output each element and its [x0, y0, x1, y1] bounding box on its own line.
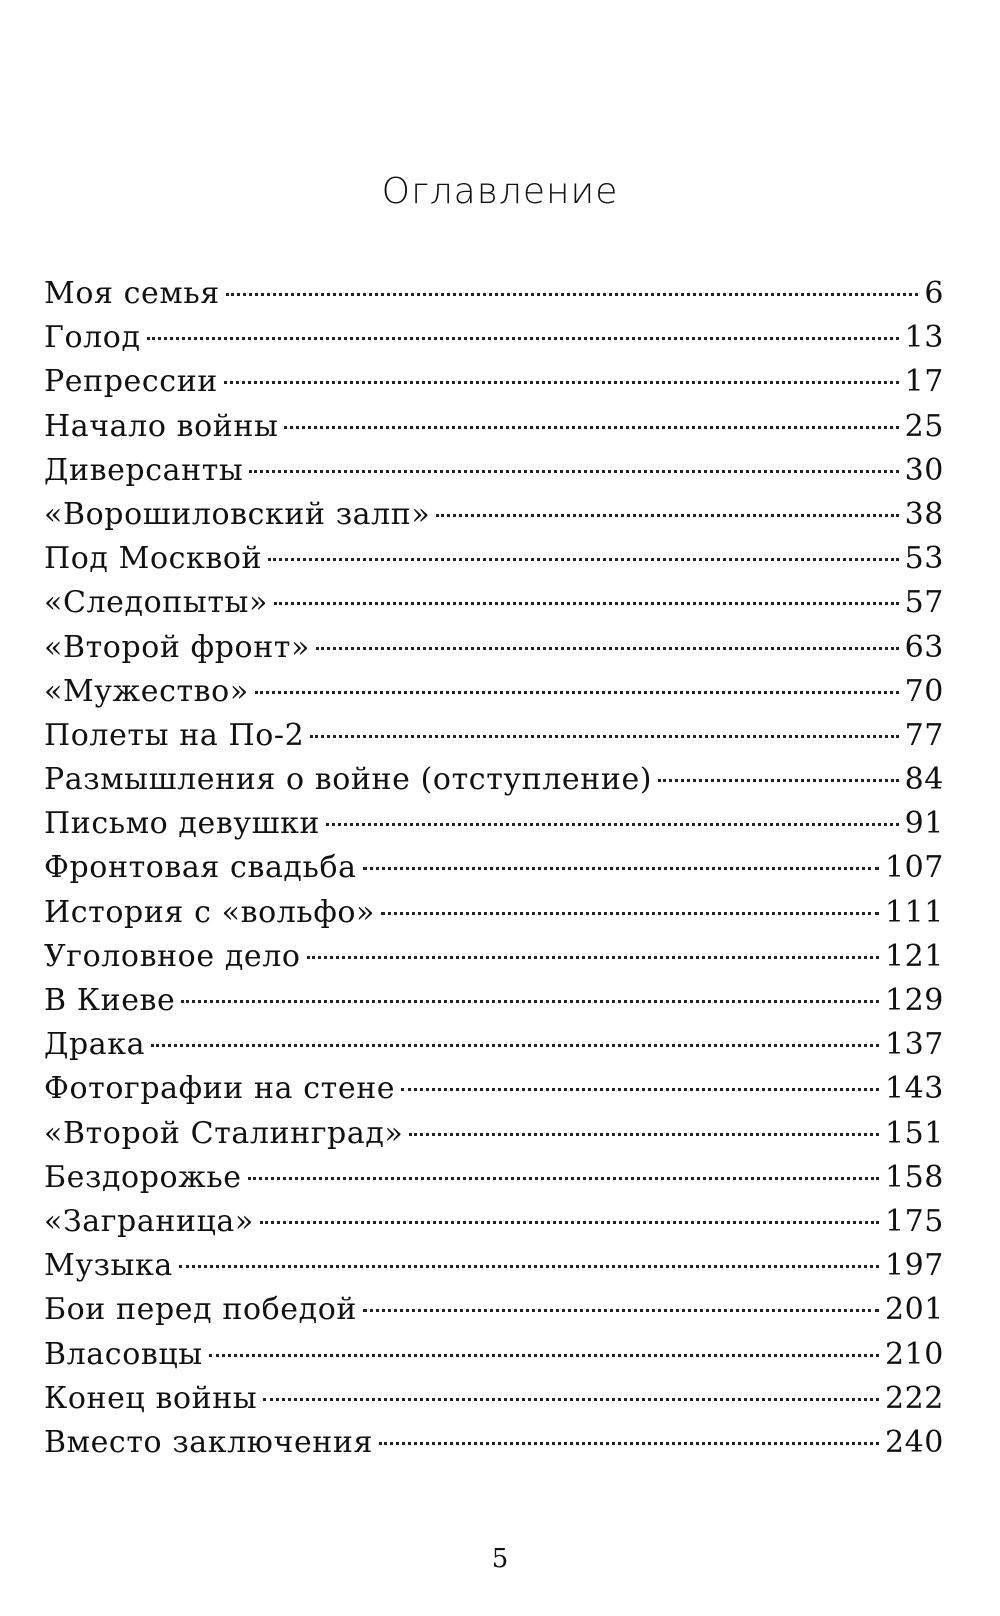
toc-entry-page: 158 — [884, 1159, 944, 1195]
toc-entry-title: Под Москвой — [44, 541, 263, 577]
toc-entry-title: «Мужество» — [44, 673, 249, 709]
toc-dot-leader — [268, 558, 899, 561]
toc-dot-leader — [147, 337, 899, 340]
toc-entry[interactable] — [44, 360, 944, 404]
toc-entry[interactable] — [44, 1244, 944, 1288]
toc-dot-leader — [284, 426, 898, 429]
toc-dot-leader — [249, 470, 898, 473]
toc-dot-leader — [209, 1354, 879, 1357]
toc-entry-page: 137 — [884, 1027, 944, 1063]
toc-entry-title: Фронтовая свадьба — [44, 850, 357, 886]
toc-entry[interactable] — [44, 802, 944, 846]
toc-entry-page: 38 — [904, 496, 944, 532]
toc-entry-page: 121 — [884, 938, 944, 974]
toc-entry-page: 197 — [884, 1248, 944, 1284]
toc-dot-leader — [274, 602, 899, 605]
toc-entry-title: История с «вольфо» — [44, 894, 376, 930]
toc-entry-title: Бездорожье — [44, 1159, 242, 1195]
toc-dot-leader — [260, 1221, 879, 1224]
toc-entry-title: Драка — [44, 1027, 146, 1063]
toc-entry-page: 13 — [904, 320, 944, 356]
toc-entry[interactable] — [44, 316, 944, 360]
toc-entry[interactable] — [44, 1200, 944, 1244]
toc-entry-page: 63 — [904, 629, 944, 665]
toc-entry-page: 30 — [904, 452, 944, 488]
toc-entry-title: Репрессии — [44, 364, 218, 400]
toc-entry[interactable] — [44, 1023, 944, 1067]
toc-entry-page: 210 — [884, 1336, 944, 1372]
toc-entry-title: Диверсанты — [44, 452, 244, 488]
toc-entry-page: 107 — [884, 850, 944, 886]
toc-entry-page: 240 — [884, 1424, 944, 1460]
toc-entry-title: Бои перед победой — [44, 1292, 357, 1328]
toc-entry-page: 77 — [904, 717, 944, 753]
toc-entry-page: 6 — [924, 276, 944, 311]
toc-entry-title: «Второй фронт» — [44, 629, 310, 665]
toc-entry[interactable] — [44, 272, 944, 316]
toc-entry-page: 53 — [904, 541, 944, 577]
toc-dot-leader — [307, 956, 879, 959]
toc-entry[interactable] — [44, 1112, 944, 1156]
toc-entry-title: Конец войны — [44, 1380, 258, 1416]
toc-entry[interactable] — [44, 1156, 944, 1200]
toc-entry-title: Полеты на По-2 — [44, 717, 305, 753]
toc-entry[interactable] — [44, 758, 944, 802]
toc-entry-page: 175 — [884, 1203, 944, 1239]
toc-entry-title: Размышления о войне (отступление) — [44, 762, 653, 798]
toc-entry-title: Власовцы — [44, 1336, 203, 1372]
toc-entry-page: 17 — [904, 364, 944, 400]
table-of-contents — [44, 272, 944, 1465]
toc-entry[interactable] — [44, 846, 944, 890]
toc-dot-leader — [658, 779, 899, 782]
toc-entry[interactable] — [44, 891, 944, 935]
toc-entry-title: Письмо девушки — [44, 806, 321, 842]
toc-dot-leader — [436, 514, 898, 517]
toc-entry[interactable] — [44, 1377, 944, 1421]
toc-entry-page: 91 — [904, 806, 944, 842]
toc-entry-title: «Следопыты» — [44, 585, 268, 621]
toc-dot-leader — [151, 1044, 879, 1047]
toc-entry-title: Голод — [44, 320, 141, 356]
toc-entry[interactable] — [44, 449, 944, 493]
toc-dot-leader — [263, 1398, 879, 1401]
toc-entry-title: Моя семья — [44, 276, 220, 311]
toc-entry[interactable] — [44, 714, 944, 758]
toc-entry[interactable] — [44, 935, 944, 979]
toc-entry-title: «Ворошиловский залп» — [44, 496, 431, 532]
toc-entry-page: 151 — [884, 1115, 944, 1151]
toc-dot-leader — [409, 1133, 879, 1136]
toc-entry[interactable] — [44, 537, 944, 581]
toc-entry-page: 70 — [904, 673, 944, 709]
toc-dot-leader — [255, 691, 899, 694]
toc-entry-title: «Заграница» — [44, 1203, 254, 1239]
toc-dot-leader — [226, 293, 919, 296]
toc-entry[interactable] — [44, 405, 944, 449]
toc-entry-title: Вместо заключения — [44, 1424, 374, 1460]
toc-dot-leader — [401, 1088, 879, 1091]
toc-entry-title: Музыка — [44, 1248, 173, 1284]
toc-entry-page: 111 — [884, 894, 944, 930]
toc-entry-page: 222 — [884, 1380, 944, 1416]
toc-entry[interactable] — [44, 581, 944, 625]
toc-dot-leader — [224, 381, 899, 384]
toc-dot-leader — [316, 647, 899, 650]
toc-entry[interactable] — [44, 1288, 944, 1332]
toc-dot-leader — [179, 1265, 879, 1268]
toc-dot-leader — [181, 1000, 879, 1003]
toc-entry[interactable] — [44, 979, 944, 1023]
toc-entry-page: 143 — [884, 1071, 944, 1107]
toc-entry[interactable] — [44, 1333, 944, 1377]
toc-entry[interactable] — [44, 1067, 944, 1111]
toc-dot-leader — [363, 1309, 879, 1312]
toc-entry-page: 201 — [884, 1292, 944, 1328]
toc-dot-leader — [310, 735, 898, 738]
toc-entry-page: 57 — [904, 585, 944, 621]
toc-dot-leader — [379, 1442, 879, 1445]
toc-entry-title: Начало войны — [44, 408, 279, 444]
toc-entry-page: 84 — [904, 762, 944, 798]
toc-dot-leader — [248, 1177, 879, 1180]
toc-entry[interactable] — [44, 1421, 944, 1465]
page-title: Оглавление — [381, 171, 619, 213]
toc-entry-page: 129 — [884, 983, 944, 1018]
toc-entry-title: Уголовное дело — [44, 938, 301, 974]
toc-dot-leader — [381, 912, 879, 915]
toc-dot-leader — [326, 823, 899, 826]
toc-entry[interactable] — [44, 626, 944, 670]
toc-dot-leader — [363, 867, 879, 870]
toc-entry-title: В Киеве — [44, 983, 176, 1018]
page-number: 5 — [491, 1544, 509, 1574]
toc-entry-title: «Второй Сталинград» — [44, 1115, 404, 1151]
toc-entry[interactable] — [44, 670, 944, 714]
toc-entry-page: 25 — [904, 408, 944, 444]
toc-entry-title: Фотографии на стене — [44, 1071, 396, 1107]
toc-entry[interactable] — [44, 493, 944, 537]
